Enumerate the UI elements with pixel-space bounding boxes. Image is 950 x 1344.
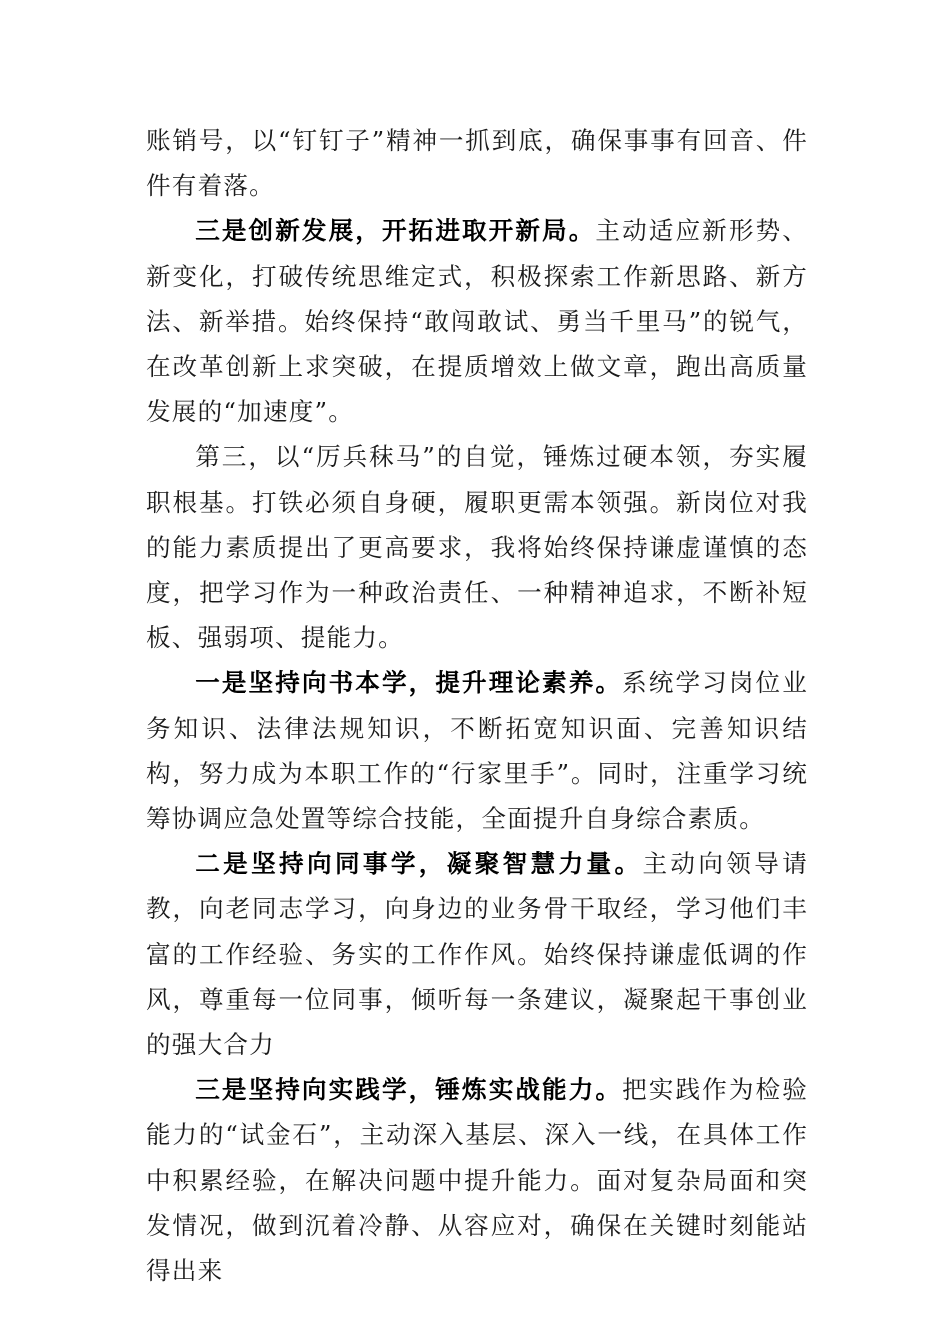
document-body	[146, 118, 808, 1293]
paragraph-innovation	[146, 208, 808, 434]
paragraph-learn-colleagues	[146, 841, 808, 1067]
paragraph-text: 把实践作为检验能力的“试金石”，主动深入基层、深入一线，在具体工作中积累经验，在解决问题中提升能力。面对复杂局面和突发情况，做到沉着冷静、从容应对，确保在关键时刻能站得出来	[146, 1075, 808, 1286]
paragraph-section-three	[146, 434, 808, 660]
paragraph-text: 系统学习岗位业务知识、法律法规知识，不断拓宽知识面、完善知识结构，努力成为本职工作的“行家里手”。同时，注重学习统筹协调应急处置等综合技能，全面提升自身综合素质。	[146, 668, 808, 834]
paragraph-heading: 二是坚持向同事学，凝聚智慧力量。	[195, 849, 643, 879]
paragraph-text: 主动适应新形势、新变化，打破传统思维定式，积极探索工作新思路、新方法、新举措。始终保持“敢闯敢试、勇当千里马”的锐气，在改革创新上求突破，在提质增效上做文章，跑出高质量发展的“加速度”。	[146, 216, 808, 427]
paragraph-continuation	[146, 118, 808, 208]
paragraph-learn-practice	[146, 1067, 808, 1293]
paragraph-text: 主动向领导请教，向老同志学习，向身边的业务骨干取经，学习他们丰富的工作经验、务实的工作作风。始终保持谦虚低调的作风，尊重每一位同事，倾听每一条建议，凝聚起干事创业的强大合力	[146, 849, 808, 1060]
paragraph-text: 第三，以“厉兵秣马”的自觉，锤炼过硬本领，夯实履职根基。打铁必须自身硬，履职更需本领强。新岗位对我的能力素质提出了更高要求，我将始终保持谦虚谨慎的态度，把学习作为一种政治责任、一种精神追求，不断补短板、强弱项、提能力。	[146, 442, 808, 653]
paragraph-heading: 一是坚持向书本学，提升理论素养。	[195, 668, 623, 698]
paragraph-heading: 三是坚持向实践学，锤炼实战能力。	[195, 1075, 623, 1105]
paragraph-heading: 三是创新发展，开拓进取开新局。	[195, 216, 596, 246]
paragraph-text: 账销号，以“钉钉子”精神一抓到底，确保事事有回音、件件有着落。	[146, 126, 808, 201]
paragraph-learn-books	[146, 660, 808, 841]
